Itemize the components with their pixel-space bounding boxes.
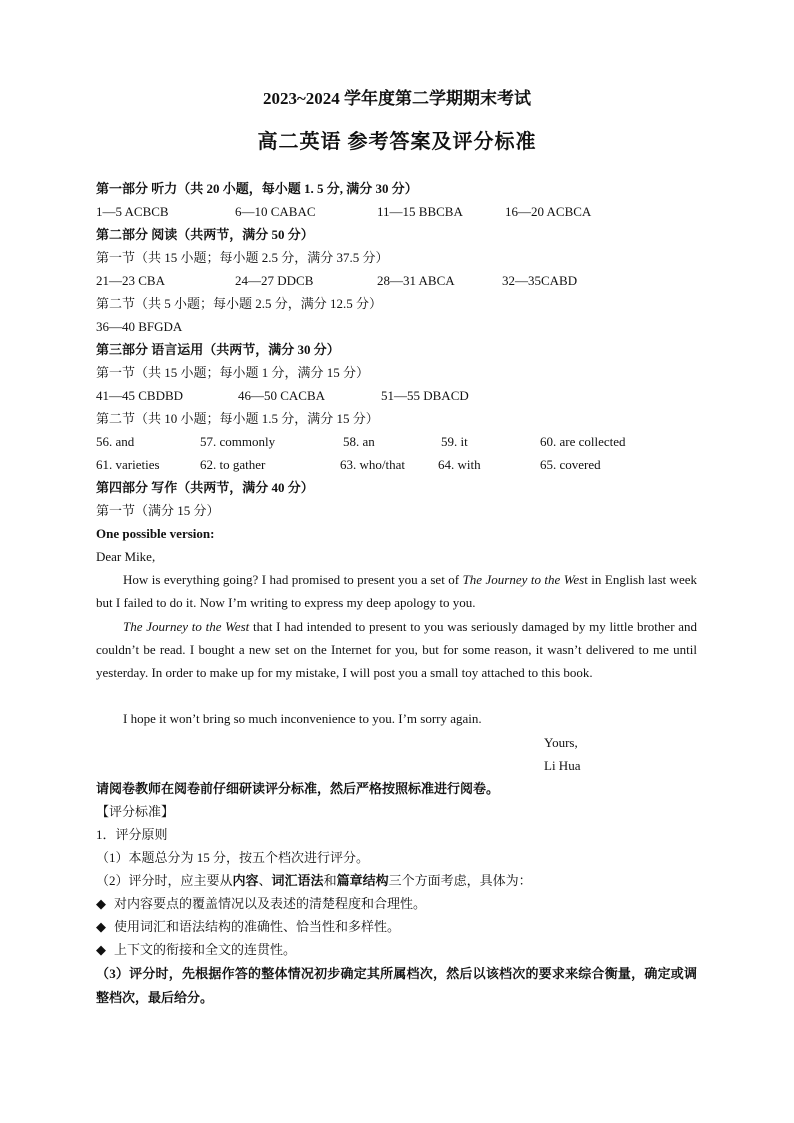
answer-group: 16—20 ACBCA <box>505 204 592 219</box>
grading-keyword: 词汇语法 <box>271 873 324 888</box>
letter-closing: Yours, <box>544 735 578 750</box>
grading-text: （2）评分时，应主要从 <box>96 873 233 888</box>
grading-keyword: 内容 <box>232 873 259 888</box>
grading-item <box>96 872 532 890</box>
answer-group: 24—27 DDCB <box>235 273 314 288</box>
grading-keyword: 篇章结构 <box>336 873 389 888</box>
cloze-answer: 60. are collected <box>540 434 626 449</box>
letter-signature: Li Hua <box>544 758 581 773</box>
grading-text: 、 <box>258 873 272 888</box>
grading-bullet <box>96 941 296 959</box>
grading-principle: 1．评分原则 <box>96 827 168 842</box>
diamond-bullet-icon: ◆ <box>96 896 106 911</box>
cloze-answer: 59. it <box>441 434 468 449</box>
part1-heading: 第一部分 听力（共 20 小题，每小题 1. 5 分, 满分 30 分） <box>96 181 418 196</box>
book-title: The Journey to the West <box>123 619 250 634</box>
cloze-answer: 58. an <box>343 434 375 449</box>
answer-group: 6—10 CABAC <box>235 204 316 219</box>
letter-salutation: Dear Mike, <box>96 549 156 564</box>
answer-group: 36—40 BFGDA <box>96 319 183 334</box>
grading-bullet-text: 使用词汇和语法结构的准确性、恰当性和多样性。 <box>114 919 401 934</box>
answer-group: 21—23 CBA <box>96 273 165 288</box>
answer-group: 11—15 BBCBA <box>377 204 463 219</box>
exam-title: 2023~2024 学年度第二学期期末考试 <box>262 89 532 108</box>
part3-section1-heading: 第一节（共 15 小题；每小题 1 分，满分 15 分） <box>96 365 370 380</box>
answer-group: 32—35CABD <box>502 273 578 288</box>
diamond-bullet-icon: ◆ <box>96 919 106 934</box>
answer-group: 41—45 CBDBD <box>96 388 184 403</box>
answer-group: 46—50 CACBA <box>238 388 326 403</box>
answer-group: 28—31 ABCA <box>377 273 455 288</box>
grading-text: 三个方面考虑，具体为： <box>388 873 532 888</box>
part2-section1-heading: 第一节（共 15 小题；每小题 2.5 分，满分 37.5 分） <box>96 250 389 265</box>
grading-notice: 请阅卷教师在阅卷前仔细研读评分标准，然后严格按照标准进行阅卷。 <box>96 781 500 796</box>
grading-bullet-text: 上下文的衔接和全文的连贯性。 <box>114 942 297 957</box>
letter-paragraph <box>96 615 697 684</box>
part3-heading: 第三部分 语言运用（共两节，满分 30 分） <box>96 342 340 357</box>
answer-group: 51—55 DBACD <box>381 388 469 403</box>
part4-section1-heading: 第一节（满分 15 分） <box>96 503 220 518</box>
book-title: The Journey to the Wes <box>462 572 585 587</box>
letter-text: How is everything going? I had promised to present you a set of <box>123 572 463 587</box>
letter-paragraph <box>96 568 697 614</box>
cloze-answer: 62. to gather <box>200 457 266 472</box>
grading-text: 和 <box>323 873 337 888</box>
grading-bullet-text: 对内容要点的覆盖情况以及表述的清楚程度和合理性。 <box>114 896 427 911</box>
version-label: One possible version: <box>96 526 215 541</box>
cloze-answer: 65. covered <box>540 457 601 472</box>
grading-bullet <box>96 895 426 913</box>
answer-group: 1—5 ACBCB <box>96 204 169 219</box>
grading-item: （1）本题总分为 15 分，按五个档次进行评分。 <box>96 850 370 865</box>
diamond-bullet-icon: ◆ <box>96 942 106 957</box>
part2-section2-heading: 第二节（共 5 小题；每小题 2.5 分，满分 12.5 分） <box>96 296 383 311</box>
cloze-answer: 63. who/that <box>340 457 405 472</box>
letter-paragraph: I hope it won’t bring so much inconvenience to you. I’m sorry again. <box>123 711 482 726</box>
part2-heading: 第二部分 阅读（共两节，满分 50 分） <box>96 227 314 242</box>
cloze-answer: 57. commonly <box>200 434 276 449</box>
cloze-answer: 61. varieties <box>96 457 160 472</box>
part3-section2-heading: 第二节（共 10 小题；每小题 1.5 分，满分 15 分） <box>96 411 379 426</box>
letter-text: that I had intended to present to you was seriously damaged by my little brother and couldn’t be read. I bought a new set on the Internet for you, but for some reason, it wasn’t delivered to me until yesterday. In order to make up for my mistake, I will post you a small toy attached to this book. <box>96 619 697 680</box>
cloze-answer: 56. and <box>96 434 135 449</box>
part4-heading: 第四部分 写作（共两节，满分 40 分） <box>96 480 314 495</box>
cloze-answer: 64. with <box>438 457 481 472</box>
document-title: 高二英语 参考答案及评分标准 <box>257 131 537 153</box>
grading-item: （3）评分时，先根据作答的整体情况初步确定其所属档次，然后以该档次的要求来综合衡量，确定或调整档次，最后给分。 <box>96 966 697 1005</box>
grading-bullet <box>96 918 400 936</box>
grading-label: 【评分标准】 <box>96 804 175 819</box>
letter-text: t in English last week but I failed to do it. Now I’m writing to express my deep apology to you. <box>96 572 697 610</box>
